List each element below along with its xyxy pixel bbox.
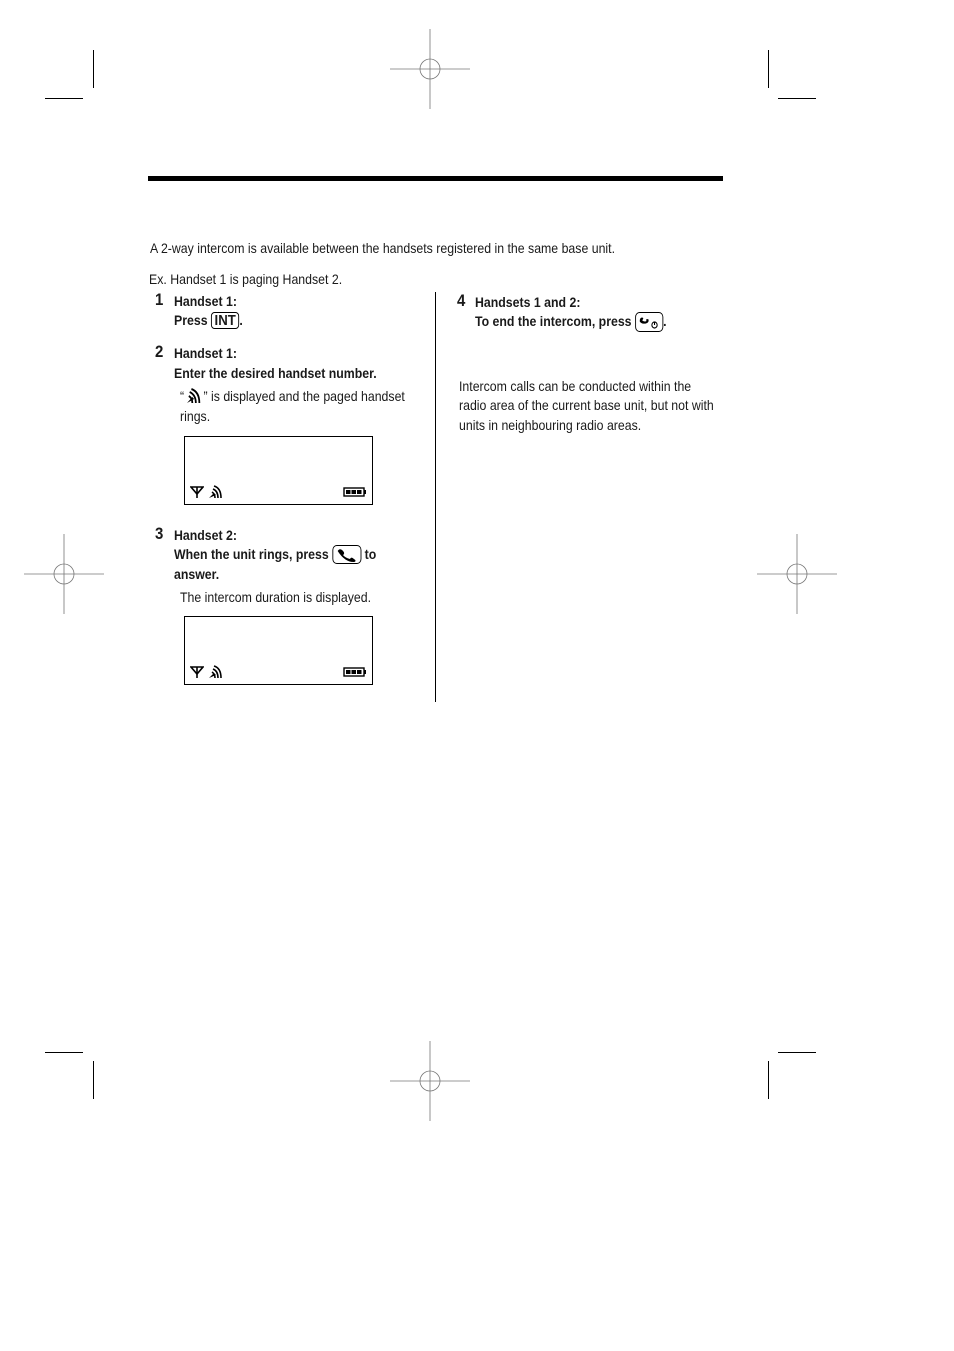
instruction-text: To end the intercom, press (475, 313, 632, 329)
example-text: Ex. Handset 1 is paging Handset 2. (149, 271, 343, 287)
talk-key (332, 545, 361, 564)
antenna-icon (190, 485, 204, 499)
step-note (180, 386, 405, 406)
crop-mark (45, 1052, 83, 1053)
heading-rule (148, 176, 723, 181)
battery-icon (343, 667, 367, 677)
step-title: Handset 1: (174, 345, 237, 361)
note-text: ” is displayed and the paged handset (203, 388, 405, 404)
registration-mark-icon (24, 534, 104, 614)
crop-mark (93, 50, 94, 88)
crop-mark (768, 50, 769, 88)
instruction-text: When the unit rings, press (174, 546, 329, 562)
step-number: 3 (155, 524, 164, 543)
step-instruction: Enter the desired handset number. (174, 365, 377, 381)
int-key: INT (211, 312, 239, 329)
registration-mark-icon (390, 1041, 470, 1121)
lcd-display (184, 436, 373, 505)
battery-icon (343, 487, 367, 497)
step-number: 4 (457, 291, 466, 310)
note-line: Intercom calls can be conducted within the (459, 378, 692, 394)
instruction-text: Press (174, 312, 208, 328)
ringing-signal-icon (184, 388, 203, 404)
step-instruction (174, 544, 376, 564)
open-quote: “ (180, 388, 185, 404)
step-instruction-line2: answer. (174, 566, 220, 582)
crop-mark (778, 1052, 816, 1053)
step-number: 1 (155, 290, 164, 309)
step-instruction (174, 310, 243, 330)
note-line: radio area of the current base unit, but not with (459, 397, 714, 413)
crop-mark (93, 1061, 94, 1099)
step-number: 2 (155, 342, 164, 361)
ringing-signal-icon (208, 665, 224, 679)
instruction-suffix: to (364, 546, 377, 562)
step-instruction (475, 311, 667, 332)
registration-mark-icon (757, 534, 837, 614)
crop-mark (45, 98, 83, 99)
step-note: The intercom duration is displayed. (180, 589, 372, 605)
off-key (635, 312, 663, 332)
registration-mark-icon (390, 29, 470, 109)
power-off-icon (636, 313, 662, 331)
step-title: Handsets 1 and 2: (475, 294, 581, 310)
phone-handset-icon (333, 546, 360, 563)
instruction-suffix: . (239, 312, 243, 328)
note-line: units in neighbouring radio areas. (459, 417, 642, 433)
instruction-suffix: . (663, 313, 667, 329)
step-note-line2: rings. (180, 408, 211, 424)
antenna-icon (190, 665, 204, 679)
crop-mark (768, 1061, 769, 1099)
ringing-signal-icon (208, 485, 224, 499)
lcd-display (184, 616, 373, 685)
step-title: Handset 2: (174, 527, 237, 543)
intro-text: A 2-way intercom is available between the handsets registered in the same base unit. (150, 240, 616, 256)
crop-mark (778, 98, 816, 99)
step-title: Handset 1: (174, 293, 237, 309)
column-divider (435, 292, 436, 702)
